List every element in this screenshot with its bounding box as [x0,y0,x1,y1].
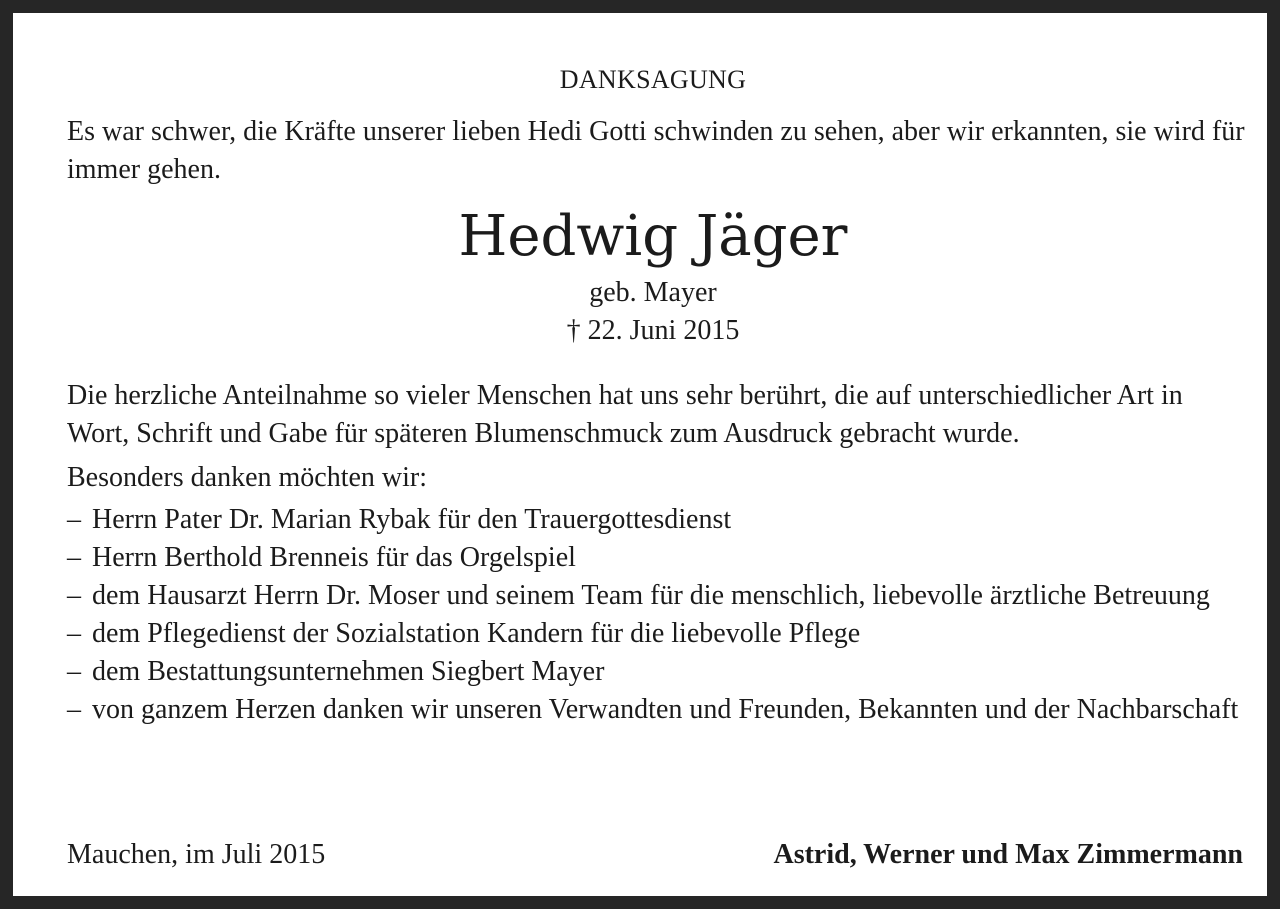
list-item [67,653,1243,691]
dash-marker: – [67,504,81,535]
signature: Astrid, Werner und Max Zimmermann [773,839,1243,870]
dash-marker: – [67,580,81,611]
list-item-text: dem Bestattungsunternehmen Siegbert Mayer [92,656,605,687]
deceased-name: Hedwig Jäger [458,204,848,269]
dash-marker: – [67,618,81,649]
thanks-list [67,501,1243,729]
death-date: † 22. Juni 2015 [566,315,740,346]
list-item-text: Herrn Pater Dr. Marian Rybak für den Trauergottesdienst [92,504,732,535]
list-item-text: dem Hausarzt Herrn Dr. Moser und seinem Team für die menschlich, liebevolle ärztliche Betreuung [92,580,1210,611]
list-item-text: dem Pflegedienst der Sozialstation Kandern für die liebevolle Pflege [92,618,861,649]
dash-marker: – [67,694,81,725]
list-item [67,615,1243,653]
list-item-text: von ganzem Herzen danken wir unseren Verwandten und Freunden, Bekannten und der Nachbarschaft [92,694,1239,725]
dash-marker: – [67,542,81,573]
list-item-text: Herrn Berthold Brenneis für das Orgelspiel [92,542,576,573]
list-item [67,577,1243,615]
list-item [67,539,1243,577]
special-thanks-intro: Besonders danken möchten wir: [67,462,428,493]
intro-text: Es war schwer, die Kräfte unserer lieben Hedi Gotti schwinden zu sehen, aber wir erkannten, sie wird für immer gehen. [67,116,1245,185]
list-item [67,691,1243,729]
list-item [67,501,1243,539]
place-date: Mauchen, im Juli 2015 [67,839,326,870]
dash-marker: – [67,656,81,687]
birth-name: geb. Mayer [589,277,717,308]
thanks-paragraph: Die herzliche Anteilnahme so vieler Menschen hat uns sehr berührt, die auf unterschiedlicher Art in Wort, Schrift und Gabe für späteren Blumenschmuck zum Ausdruck gebracht wurde. [67,380,1183,449]
notice-heading: DANKSAGUNG [559,65,747,94]
